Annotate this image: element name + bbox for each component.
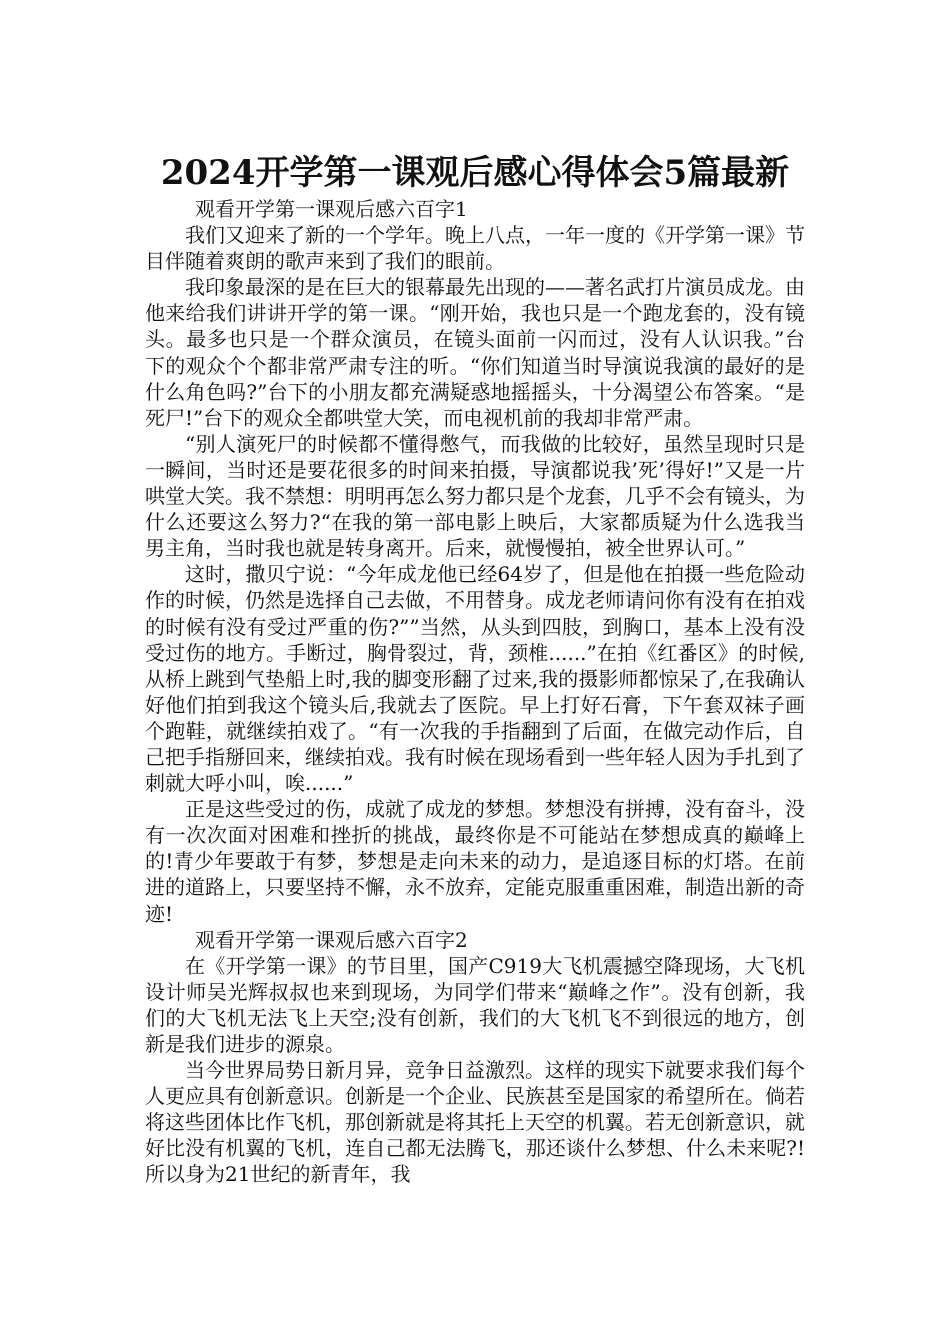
body-paragraph: 当今世界局势日新月异，竞争日益激烈。这样的现实下就要求我们每个人更应具有创新意识。创新是一个企业、民族甚至是国家的希望所在。倘若将这些团体比作飞机，那创新就是将其托上天空的机翼。若无创新意识，就好比没有机翼的飞机，连自己都无法腾飞，那还谈什么梦想、什么未来呢?!所以身为21世纪的新青年，我 [145,1058,805,1187]
document-body [145,196,805,1188]
body-paragraph: 正是这些受过的伤，成就了成龙的梦想。梦想没有拼搏，没有奋斗，没有一次次面对困难和挫折的挑战，最终你是不可能站在梦想成真的巅峰上的!青少年要敢于有梦，梦想是走向未来的动力，是追逐目标的灯塔。在前进的道路上，只要坚持不懈，永不放弃，定能克服重重困难，制造出新的奇迹! [145,797,805,926]
body-paragraph: 在《开学第一课》的节目里，国产C919大飞机震撼空降现场，大飞机设计师吴光辉叔叔也来到现场，为同学们带来“巅峰之作”。没有创新，我们的大飞机无法飞上天空;没有创新，我们的大飞机飞不到很远的地方，创新是我们进步的源泉。 [145,953,805,1056]
section-heading: 观看开学第一课观后感六百字1 [195,197,468,221]
section-heading: 观看开学第一课观后感六百字2 [195,927,468,952]
body-paragraph: 我印象最深的是在巨大的银幕最先出现的——著名武打片演员成龙。由他来给我们讲讲开学的第一课。“刚开始，我也只是一个跑龙套的，没有镜头。最多也只是一个群众演员，在镜头面前一闪而过，没有人认识我。”台下的观众个个都非常严肃专注的听。“你们知道当时导演说我演的最好的是什么角色吗?”台下的小朋友都充满疑惑地摇摇头，十分渴望公布答案。“是死尸!”台下的观众全都哄堂大笑，而电视机前的我却非常严肃。 [145,275,805,430]
body-paragraph: 这时，撒贝宁说：“今年成龙他已经64岁了，但是他在拍摄一些危险动作的时候，仍然是选择自己去做，不用替身。成龙老师请问你有没有在拍戏的时候有没有受过严重的伤?””当然，从头到四肢，到胸口，基本上没有没受过伤的地方。手断过，胸骨裂过，背，颈椎......”在拍《红番区》的时候,从桥上跳到气垫船上时,我的脚变形翻了过来,我的摄影师都惊呆了,在我确认好他们拍到我这个镜头后,我就去了医院。早上打好石膏，下午套双袜子画个跑鞋，就继续拍戏了。“有一次我的手指翻到了后面，在做完动作后，自己把手指掰回来，继续拍戏。我有时候在现场看到一些年轻人因为手扎到了刺就大呼小叫，唉......” [145,562,805,796]
body-paragraph: “别人演死尸的时候都不懂得憋气，而我做的比较好，虽然呈现时只是一瞬间，当时还是要花很多的时间来拍摄，导演都说我’死’得好!”又是一片哄堂大笑。我不禁想：明明再怎么努力都只是个龙套，几乎不会有镜头，为什么还要这么努力?“在我的第一部电影上映后，大家都质疑为什么选我当男主角，当时我也就是转身离开。后来，就慢慢拍，被全世界认可。” [145,431,805,561]
document-title: 2024开学第一课观后感心得体会5篇最新 [160,152,790,193]
body-paragraph: 我们又迎来了新的一个学年。晚上八点，一年一度的《开学第一课》节目伴随着爽朗的歌声来到了我们的眼前。 [145,223,805,274]
